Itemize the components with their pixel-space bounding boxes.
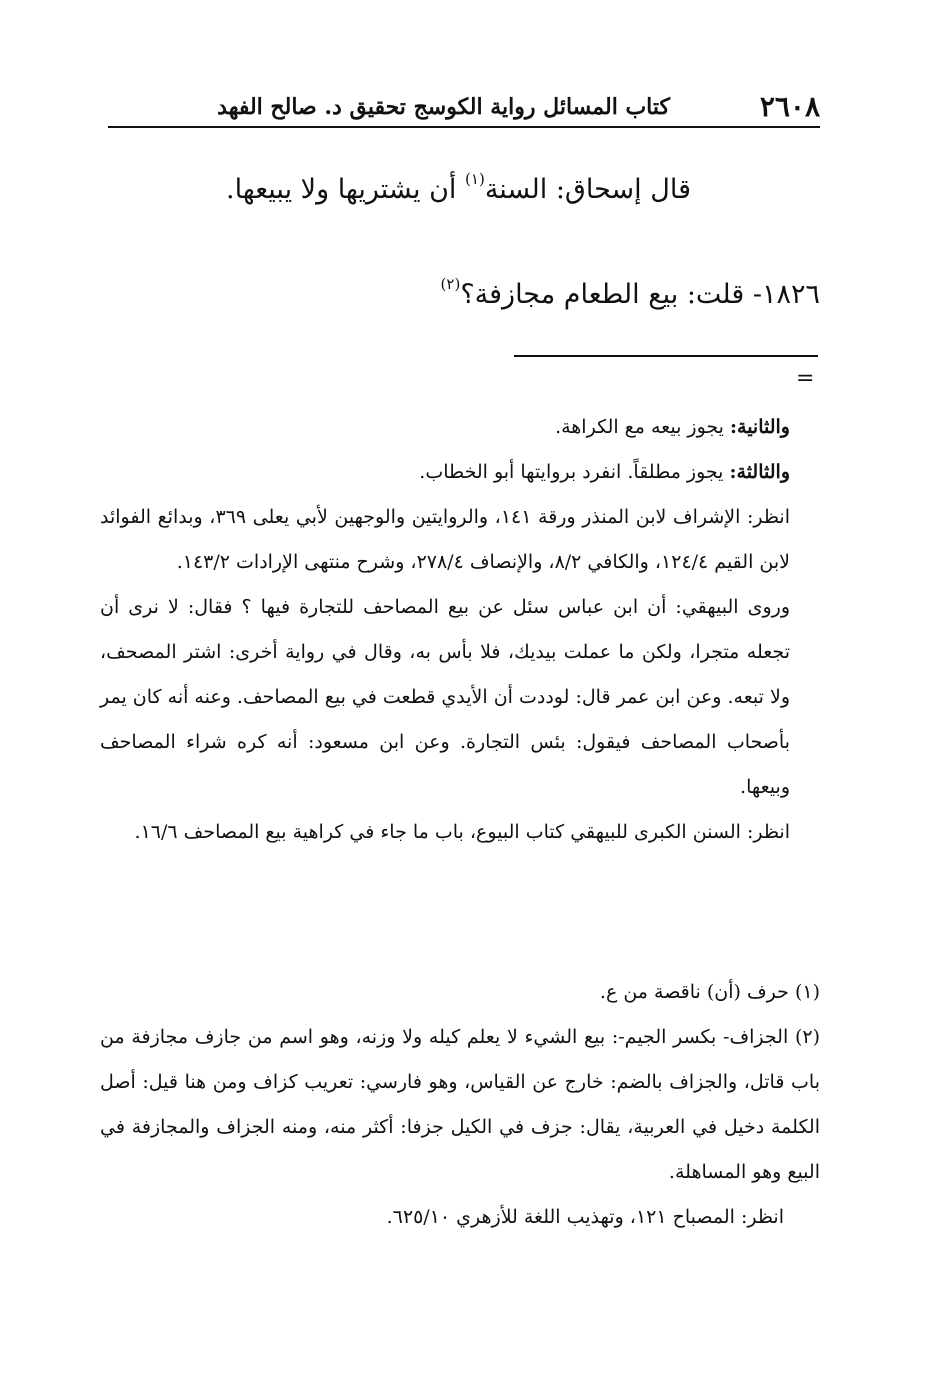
note-reference-2: انظر: السنن الكبرى للبيهقي كتاب البيوع، باب ما جاء في كراهية بيع المصاحف ١٦/٦. bbox=[134, 821, 790, 843]
note-bayhaqi: وروى البيهقي: أن ابن عباس سئل عن بيع المصاحف للتجارة فيها ؟ فقال: لا نرى أن تجعله متجرا، ولكن ما عملت بيديك، فلا بأس به، وقال في رواية أخرى: اشتر المصحف، ولا تبعه. وعن ابن عمر قال: لوددت أن الأيدي قطعت في بيع المصاحف. وعنه أنه كان يمر بأصحاب المصاحف فيقول: بئس التجارة. وعن ابن مسعود: أنه كره شراء المصاحف وبيعها. bbox=[100, 596, 790, 798]
footnote-2-reference: انظر: المصباح ١٢١، وتهذيب اللغة للأزهري ٦٢٥/١٠. bbox=[386, 1206, 784, 1228]
note-third-text: يجوز مطلقاً. انفرد بروايتها أبو الخطاب. bbox=[419, 461, 730, 483]
note-reference-1: انظر: الإشراف لابن المنذر ورقة ١٤١، والروايتين والوجهين لأبي يعلى ٣٦٩، وبدائع الفوائد لابن القيم ١٢٤/٤، والكافي ٨/٢، والإنصاف ٢٧٨/٤، وشرح منتهى الإرادات ١٤٣/٢. bbox=[100, 506, 791, 573]
footnotes bbox=[100, 970, 820, 1240]
running-title: كتاب المسائل رواية الكوسج تحقيق د. صالح الفهد bbox=[217, 94, 670, 120]
note-third bbox=[100, 450, 790, 495]
main-text-line-1 bbox=[226, 170, 691, 210]
continuation-mark: = bbox=[796, 366, 815, 391]
continued-notes bbox=[100, 405, 790, 855]
footnote-2: (٢) الجزاف- بكسر الجيم-: بيع الشيء لا يعلم كيله ولا وزنه، وهو اسم من جازف مجازفة من باب قاتل، والجزاف بالضم: خارج عن القياس، وهو فارسي: تعريب كزاف ومن هنا قيل: أصل الكلمة دخيل في العربية، يقال: جزف في الكيل جزفا: أكثر منه، ومنه الجزاف والمجازفة في البيع وهو المساهلة. bbox=[100, 1026, 820, 1183]
footnote-separator bbox=[514, 355, 818, 357]
note-second-label: والثانية: bbox=[730, 416, 790, 438]
footnote-1: (١) حرف (أن) ناقصة من ع. bbox=[599, 981, 820, 1003]
note-second-text: يجوز بيعه مع الكراهة. bbox=[555, 416, 730, 438]
line1-before: قال إسحاق: السنة bbox=[484, 174, 691, 205]
main-text-line-2 bbox=[441, 275, 820, 315]
footnote-ref-1[interactable]: (١) bbox=[465, 170, 485, 188]
note-third-label: والثالثة: bbox=[729, 461, 790, 483]
footnote-ref-2[interactable]: (٢) bbox=[440, 275, 461, 293]
note-second bbox=[100, 405, 790, 450]
page-number: ٢٦٠٨ bbox=[759, 90, 820, 123]
question-1826: ١٨٢٦- قلت: بيع الطعام مجازفة؟ bbox=[460, 279, 820, 310]
page-header bbox=[108, 86, 820, 128]
line1-after: أن يشتريها ولا يبيعها. bbox=[226, 174, 466, 205]
